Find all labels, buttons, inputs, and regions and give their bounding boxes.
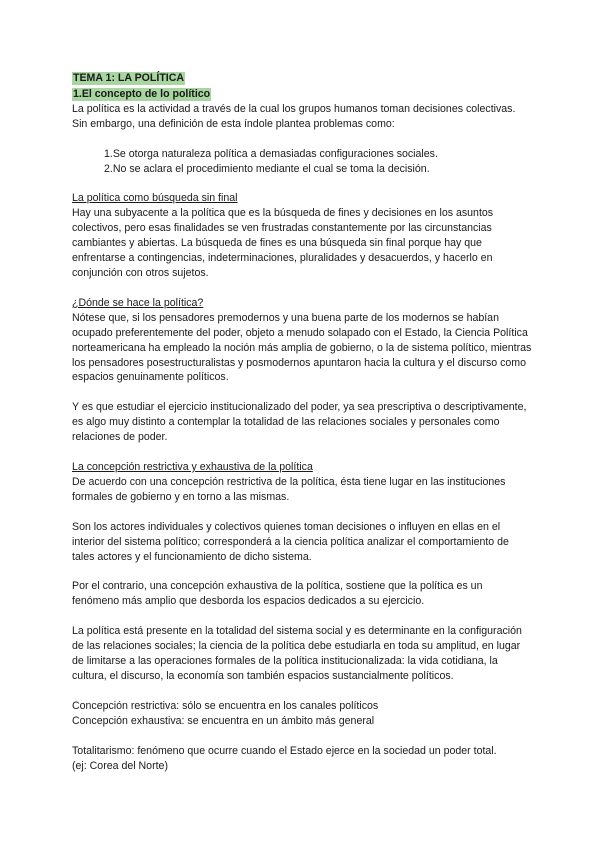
problem-list: [104, 147, 532, 177]
section-heading-busqueda: La política como búsqueda sin final: [72, 192, 238, 205]
section-heading-concepcion: La concepción restrictiva y exhaustiva de la política: [72, 461, 313, 474]
document-title: TEMA 1: LA POLÍTICA: [73, 72, 185, 84]
paragraph: La política está presente en la totalidad del sistema social y es determinante en la configuración de las relaciones sociales; la ciencia de la política debe estudiarla en toda su amplitud, en lugar de limitarse a las operaciones formales de la política institucionalizada: la vida cotidiana, la cultura, el discurso, la economía son también espacios sustancialmente políticos.: [72, 625, 522, 682]
section-subtitle: 1.El concepto de lo político: [73, 87, 211, 100]
example-note: (ej: Corea del Norte): [72, 759, 168, 772]
list-item: 1.Se otorga naturaleza política a demasiadas configuraciones sociales.: [104, 147, 438, 160]
definition-exhaustive: Concepción exhaustiva: se encuentra en un ámbito más general: [72, 714, 375, 727]
paragraph: Son los actores individuales y colectivos quienes toman decisiones o influyen en ellas en el interior del sistema político; corresponderá a la ciencia política analizar el comportamiento de tales actores y el funcionamiento de dicho sistema.: [72, 520, 509, 563]
definition-restrictive: Concepción restrictiva: sólo se encuentra en los canales políticos: [72, 699, 379, 712]
list-item: 2.No se aclara el procedimiento mediante el cual se toma la decisión.: [104, 162, 430, 175]
paragraph: De acuerdo con una concepción restrictiva de la política, ésta tiene lugar en las instituciones formales de gobierno y en torno a las mismas.: [72, 475, 506, 503]
intro-paragraph: La política es la actividad a través de la cual los grupos humanos toman decisiones colectivas. Sin embargo, una definición de esta índole plantea problemas como:: [72, 102, 516, 130]
paragraph: Nótese que, si los pensadores premodernos y una buena parte de los modernos se habían ocupado preferentemente del poder, objeto a menudo solapado con el Estado, la Ciencia Política norteamericana ha empleado la noción más amplia de gobierno, o la de sistema político, mientras los pensadores posestructuralistas y posmodernos apuntaron hacia la cultura y el discurso como espacios genuinamente políticos.: [72, 311, 532, 384]
paragraph: Hay una subyacente a la política que es la búsqueda de fines y decisiones en los asuntos colectivos, pero esas finalidades se ven frustradas constantemente por las circunstancias cambiantes y abiertas. La búsqueda de fines es una búsqueda sin final porque hay que enfrentarse a contingencias, indeterminaciones, pluralidades y desacuerdos, y hacerlo en conjunción con otros sujetos.: [72, 207, 494, 279]
document-content: [72, 71, 532, 774]
definition-totalitarianism: Totalitarismo: fenómeno que ocurre cuando el Estado ejerce en la sociedad un poder total.: [72, 744, 497, 757]
paragraph: Por el contrario, una concepción exhaustiva de la política, sostiene que la política es un fenómeno más amplio que desborda los espacios dedicados a su ejercicio.: [72, 580, 483, 608]
section-heading-donde: ¿Dónde se hace la política?: [72, 296, 204, 309]
paragraph: Y es que estudiar el ejercicio institucionalizado del poder, ya sea prescriptiva o descriptivamente, es algo muy distinto a contemplar la totalidad de las relaciones sociales y personales como relaciones de poder.: [72, 401, 527, 444]
